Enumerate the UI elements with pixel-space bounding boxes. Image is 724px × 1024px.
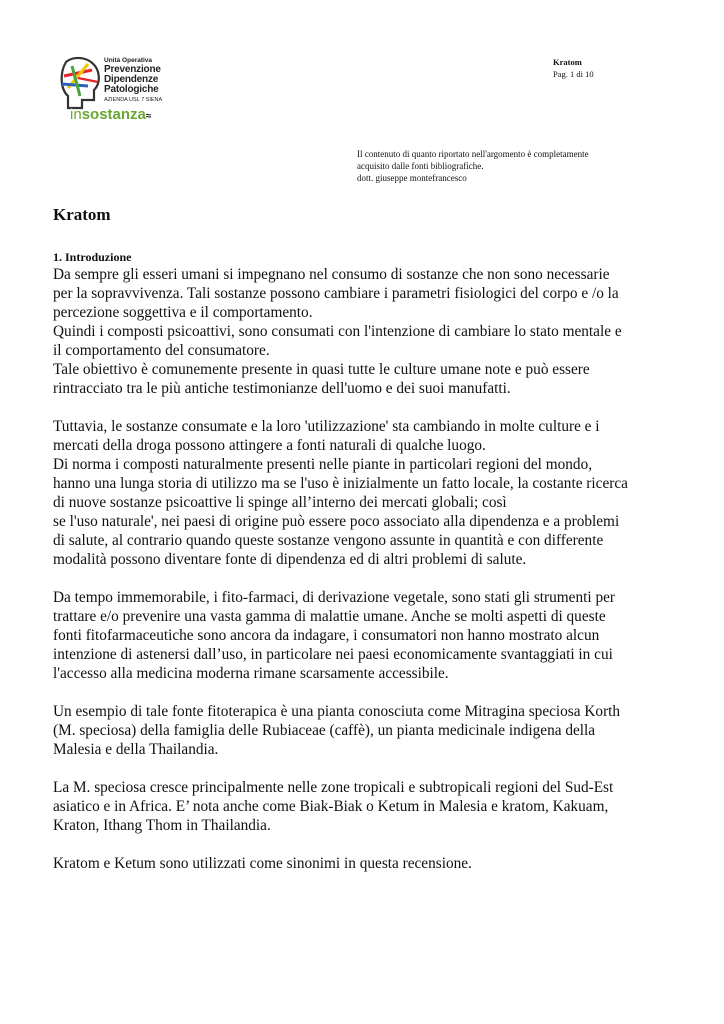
disclaimer-line-2: acquisito dalle fonti bibliografiche. xyxy=(357,161,484,171)
running-title: Kratom xyxy=(553,57,582,67)
logo-brand xyxy=(70,106,151,123)
running-header xyxy=(553,56,594,80)
logo-brand-in: in xyxy=(70,106,82,123)
page-number: Pag. 1 di 10 xyxy=(553,69,594,79)
logo-brand-tail: ≈ xyxy=(145,111,152,122)
paragraph: La M. speciosa cresce principalmente nelle zone tropicali e subtropicali regioni del Sud-Est asiatico e in Africa. E’ nota anche come Biak-Biak o Ketum in Malesia e kratom, Kakuam, Kraton, Ithang Thom in Thailandia. xyxy=(53,779,614,834)
logo-unit-label: Unità Operativa xyxy=(104,57,153,64)
document-title: Kratom xyxy=(53,205,111,224)
disclaimer-line-1: Il contenuto di quanto riportato nell'argomento è completamente xyxy=(357,149,589,159)
paragraph: Da sempre gli esseri umani si impegnano nel consumo di sostanze che non sono necessarie per la sopravvivenza. Tali sostanze possono cambiare i parametri fisiologici del corpo e /o la percezione soggettiva e il comportamento. Quindi i composti psicoattivi, sono consumati con l'intenzione di cambiare lo stato mentale e il comportamento del consumatore. Tale obiettivo è comunemente presente in quasi tutte le culture umane note e può essere rintracciato tra le più antiche testimonianze dell'uomo e dei suoi manufatti. xyxy=(53,266,622,397)
source-disclaimer xyxy=(357,148,657,184)
logo-line-prevenzione: Prevenzione xyxy=(104,63,161,75)
disclaimer-author: dott. giuseppe montefrancesco xyxy=(357,173,467,183)
logo-line-patologiche: Patologiche xyxy=(104,83,159,95)
logo-brand-main: sostanza xyxy=(81,106,146,123)
logo-asl-label: AZIENDA USL 7 SIENA xyxy=(104,96,163,103)
logo-line-dipendenze: Dipendenze xyxy=(104,73,159,85)
paragraph: Un esempio di tale fonte fitoterapica è una pianta conosciuta come Mitragina speciosa Korth (M. speciosa) della famiglia delle Rubiaceae (caffè), un pianta medicinale indigena della Malesia e della Thailandia. xyxy=(53,703,621,758)
document-body xyxy=(53,265,683,873)
paragraph: Tuttavia, le sostanze consumate e la loro 'utilizzazione' sta cambiando in molte culture e i mercati della droga possono attingere a fonti naturali di qualche luogo. Di norma i composti naturalmente presenti nelle piante in particolari regioni del mondo, hanno una lunga storia di utilizzo ma se l'uso è inizialmente un fatto locale, la costante ricerca di nuove sostanze psicoattive li spinge all’interno dei mercati globali; così se l'uso naturale', nei paesi di origine può essere poco associato alla dipendenza e a problemi di salute, al contrario quando queste sostanze vengono assunte in quantità e con differente modalità possono diventare fonte di dipendenza ed di altri problemi di salute. xyxy=(53,418,628,568)
unit-logo xyxy=(58,56,178,122)
paragraph: Kratom e Ketum sono utilizzati come sinonimi in questa recensione. xyxy=(53,855,472,872)
section-heading: 1. Introduzione xyxy=(53,250,132,264)
paragraph: Da tempo immemorabile, i fito-farmaci, di derivazione vegetale, sono stati gli strumenti per trattare e/o prevenire una vasta gamma di malattie umane. Anche se molti aspetti di queste fonti fitofarmaceutiche sono ancora da indagare, i consumatori non hanno mostrato alcun intenzione di astenersi dall’uso, in particolare nei paesi economicamente svantaggiati in cui l'accesso alla medicina moderna rimane scarsamente accessibile. xyxy=(53,589,615,682)
